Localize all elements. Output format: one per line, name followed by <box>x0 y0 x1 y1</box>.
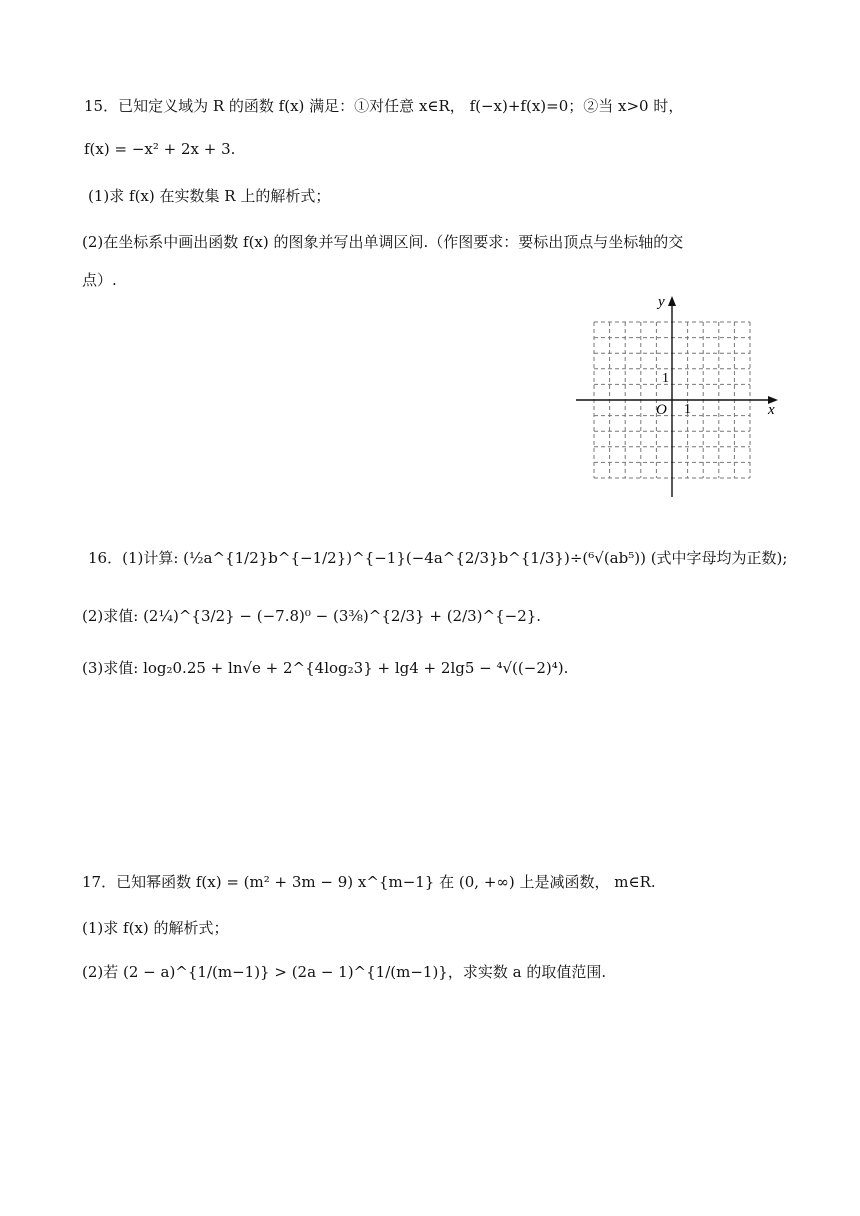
q17-line1: 17．已知幂函数 f(x) = (m² + 3m − 9) x^{m−1} 在 (0, +∞) 上是减函数， m∈R. <box>82 873 656 891</box>
q15-part1: (1)求 f(x) 在实数集 R 上的解析式； <box>88 187 331 205</box>
y-tick-label: 1 <box>662 371 669 386</box>
x-tick-label: 1 <box>684 402 691 417</box>
y-axis-arrow <box>668 296 676 306</box>
q16-part3: (3)求值: log₂0.25 + ln√e + 2^{4log₂3} + lg4 + 2lg5 − ⁴√((−2)⁴). <box>82 659 569 677</box>
q17-part2: (2)若 (2 − a)^{1/(m−1)} > (2a − 1)^{1/(m−1)}，求实数 a 的取值范围. <box>82 963 607 981</box>
x-axis-label: x <box>768 402 775 418</box>
q15-line1: 15．已知定义域为 R 的函数 f(x) 满足：①对任意 x∈R， f(−x)+f(x)=0；②当 x>0 时， <box>84 97 684 115</box>
q16-part2: (2)求值: (2¼)^{3/2} − (−7.8)⁰ − (3⅜)^{2/3} + (2/3)^{−2}. <box>82 607 542 625</box>
origin-label: O <box>656 402 667 418</box>
coordinate-grid <box>574 292 784 502</box>
q15-part2-line1: (2)在坐标系中画出函数 f(x) 的图象并写出单调区间.（作图要求：要标出顶点与坐标轴的交 <box>82 233 684 251</box>
q17-part1: (1)求 f(x) 的解析式； <box>82 919 229 937</box>
q15-line2: f(x) = −x² + 2x + 3. <box>84 140 236 158</box>
q15-part2-line2: 点）. <box>82 271 117 289</box>
y-axis-label: y <box>658 294 665 310</box>
q16-part1: 16．(1)计算: (½a^{1/2}b^{−1/2})^{−1}(−4a^{2/3}b^{1/3})÷(⁶√(ab⁵)) (式中字母均为正数); <box>88 549 788 567</box>
